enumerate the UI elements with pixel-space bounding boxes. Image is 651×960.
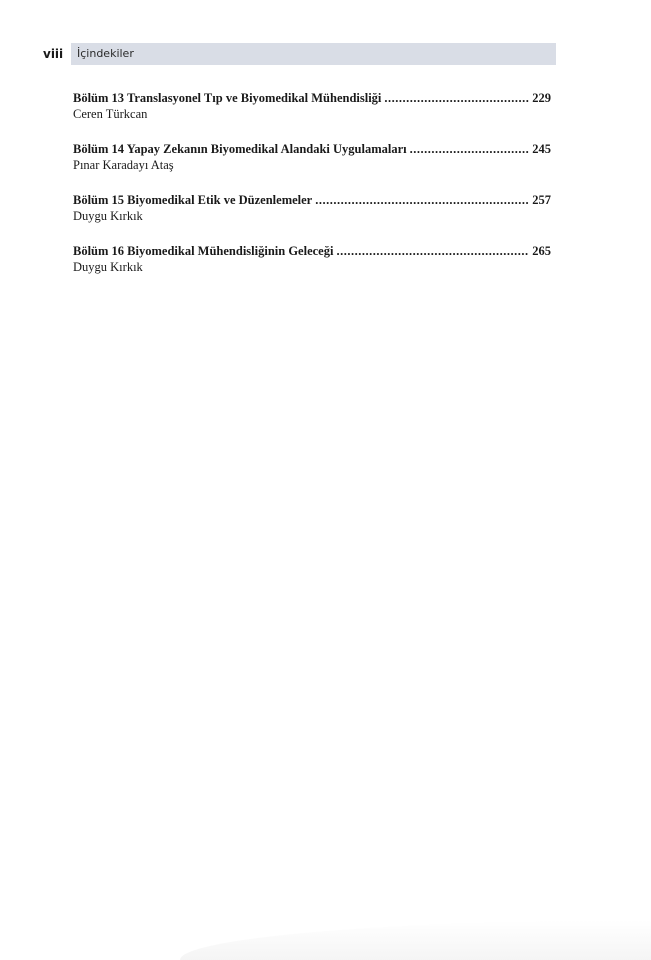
chapter-author: Duygu Kırkık	[73, 209, 143, 223]
toc-line	[73, 243, 551, 259]
dot-leader	[336, 243, 529, 259]
page-number: viii	[43, 47, 64, 61]
chapter-title: Bölüm 16 Biyomedikal Mühendisliğinin Geleceği	[73, 244, 334, 258]
chapter-title: Bölüm 13 Translasyonel Tıp ve Biyomedikal Mühendisliği	[73, 91, 382, 105]
chapter-title: Bölüm 15 Biyomedikal Etik ve Düzenlemeler	[73, 193, 313, 207]
chapter-author: Duygu Kırkık	[73, 260, 143, 274]
toc-line	[73, 141, 551, 157]
header-title: İçindekiler	[77, 47, 134, 60]
dot-leader	[384, 90, 529, 106]
chapter-page-number: 229	[532, 91, 551, 105]
chapter-title: Bölüm 14 Yapay Zekanın Biyomedikal Alandaki Uygulamaları	[73, 142, 407, 156]
page-shadow	[180, 920, 651, 960]
dot-leader	[315, 192, 529, 208]
toc-entry-15[interactable]	[73, 192, 551, 243]
toc-line	[73, 192, 551, 208]
chapter-author: Ceren Türkcan	[73, 107, 148, 121]
toc-entry-13[interactable]	[73, 90, 551, 141]
running-header	[71, 43, 556, 65]
chapter-author: Pınar Karadayı Ataş	[73, 158, 174, 172]
chapter-page-number: 245	[532, 142, 551, 156]
chapter-page-number: 257	[532, 193, 551, 207]
toc-entry-16[interactable]	[73, 243, 551, 294]
toc-line	[73, 90, 551, 106]
toc-entry-14[interactable]	[73, 141, 551, 192]
dot-leader	[410, 141, 530, 157]
table-of-contents	[73, 90, 551, 294]
chapter-page-number: 265	[532, 244, 551, 258]
